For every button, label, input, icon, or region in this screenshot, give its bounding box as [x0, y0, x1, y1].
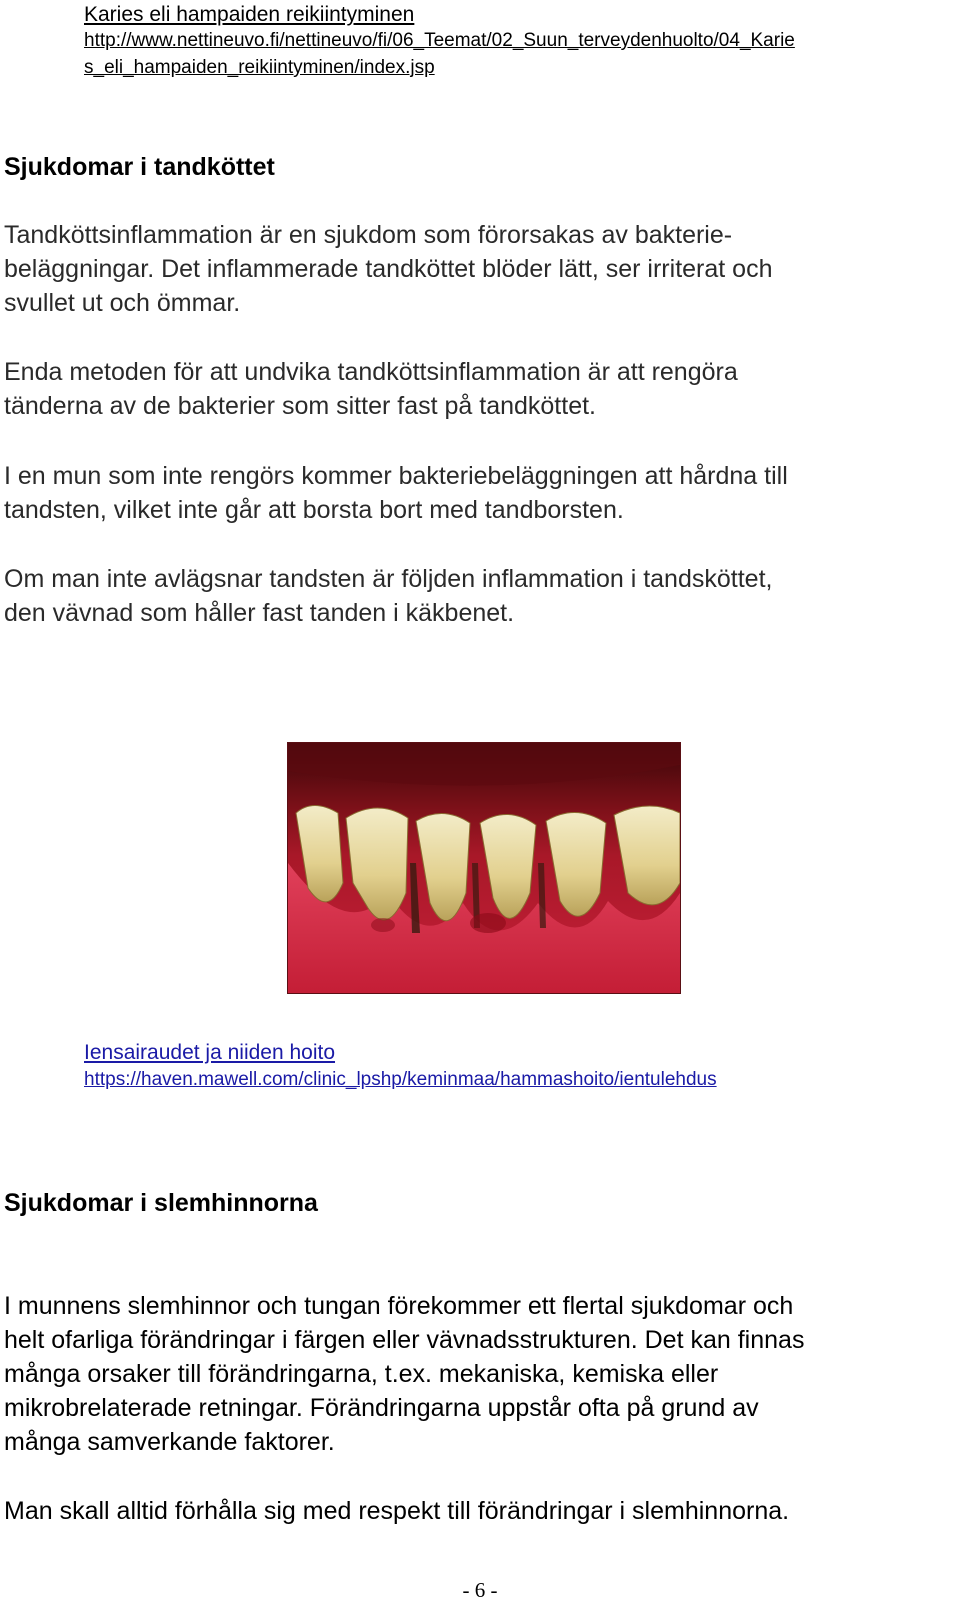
text-line: beläggningar. Det inflammerade tandköttet blöder lätt, ser irriterat och	[4, 255, 773, 283]
text-line: svullet ut och ömmar.	[4, 289, 241, 317]
paragraph-prevention	[4, 355, 934, 423]
reference-title-link[interactable]: Karies eli hampaiden reikiintyminen	[84, 3, 415, 26]
paragraph-respect: Man skall alltid förhålla sig med respekt till förändringar i slemhinnorna.	[4, 1497, 790, 1525]
gums-teeth-illustration	[288, 743, 680, 993]
text-line: tänderna av de bakterier som sitter fast på tandköttet.	[4, 392, 596, 420]
text-line: många orsaker till förändringarna, t.ex. mekaniska, kemiska eller	[4, 1360, 719, 1388]
text-line: mikrobrelaterade retningar. Förändringarna uppstår ofta på grund av	[4, 1394, 759, 1422]
reference-link-block	[84, 2, 414, 28]
page-number: - 6 -	[462, 1578, 498, 1602]
text-line: den vävnad som håller fast tanden i käkbenet.	[4, 599, 515, 627]
reference-url-link-cont[interactable]: s_eli_hampaiden_reikiintyminen/index.jsp	[84, 57, 435, 78]
paragraph-mucosa-changes	[4, 1289, 934, 1459]
text-line: Enda metoden för att undvika tandköttsinflammation är att rengöra	[4, 358, 738, 386]
reference-url-link[interactable]: http://www.nettineuvo.fi/nettineuvo/fi/06_Teemat/02_Suun_terveydenhuolto/04_Karie	[84, 30, 795, 51]
reference-2-url-link[interactable]: https://haven.mawell.com/clinic_lpshp/keminmaa/hammashoito/ientulehdus	[84, 1069, 717, 1090]
reference-2-block	[84, 1040, 335, 1066]
text-line: många samverkande faktorer.	[4, 1428, 335, 1456]
reference-2-title-link[interactable]: Iensairaudet ja niiden hoito	[84, 1041, 336, 1064]
text-line: helt ofarliga förändringar i färgen eller vävnadsstrukturen. Det kan finnas	[4, 1326, 805, 1354]
text-line: tandsten, vilket inte går att borsta bort med tandborsten.	[4, 496, 624, 524]
paragraph-consequence	[4, 562, 934, 630]
text-line: I munnens slemhinnor och tungan förekommer ett flertal sjukdomar och	[4, 1292, 794, 1320]
paragraph-gum-inflammation	[4, 218, 934, 320]
text-line: Tandköttsinflammation är en sjukdom som förorsakas av bakterie-	[4, 221, 733, 249]
text-line: Om man inte avlägsnar tandsten är följden inflammation i tandsköttet,	[4, 565, 773, 593]
reference-url-line-2[interactable]	[84, 55, 435, 81]
reference-url-line-1[interactable]	[84, 28, 795, 54]
section-heading-mucosa: Sjukdomar i slemhinnorna	[4, 1189, 318, 1217]
reference-2-url-block	[84, 1067, 717, 1093]
paragraph-tartar	[4, 459, 934, 527]
inflamed-gums-photo	[287, 742, 681, 994]
section-heading-gums: Sjukdomar i tandköttet	[4, 153, 275, 181]
text-line: I en mun som inte rengörs kommer bakteriebeläggningen att hårdna till	[4, 462, 788, 490]
